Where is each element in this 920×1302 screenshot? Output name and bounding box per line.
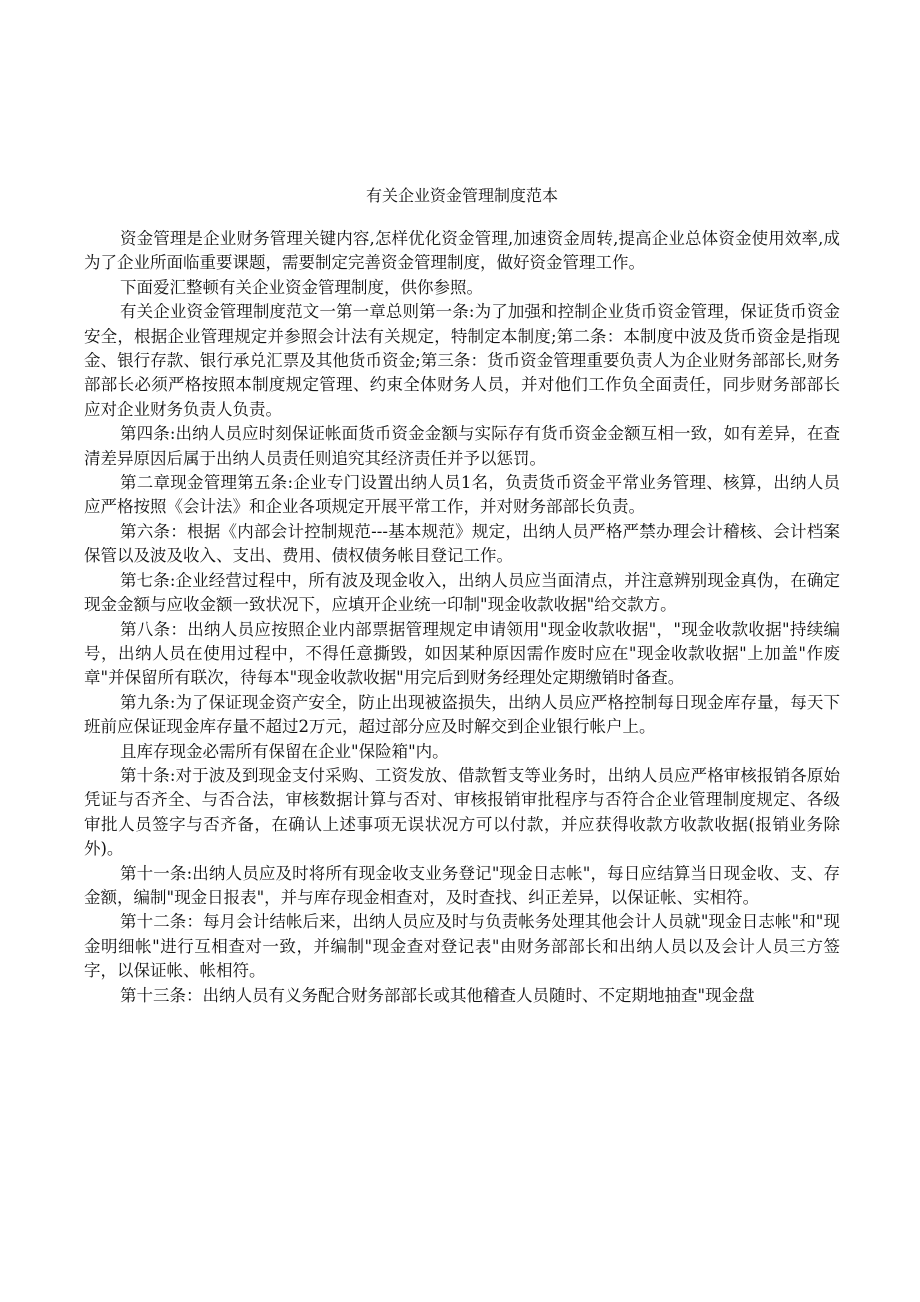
paragraph-article-10: 第十条:对于波及到现金支付采购、工资发放、借款暂支等业务时，出纳人员应严格审核报销各原始凭证与否齐全、与否合法，审核数据计算与否对、审核报销审批程序与否符合企业管理制度规定、各级审批人员签字与否齐备，在确认上述事项无误状况方可以付款，并应获得收款方收款收据(报销业务除外)。 [84, 765, 840, 859]
paragraph-article-9: 第九条:为了保证现金资产安全，防止出现被盗损失，出纳人员应严格控制每日现金库存量，每天下班前应保证现金库存量不超过2万元，超过部分应及时解交到企业银行帐户上。 [84, 692, 840, 737]
paragraph-cash-storage: 且库存现金必需所有保留在企业"保险箱"内。 [120, 741, 449, 761]
paragraph-article-13: 第十三条：出纳人员有义务配合财务部部长或其他稽查人员随时、不定期地抽查"现金盘 [120, 985, 755, 1005]
paragraph-article-7: 第七条:企业经营过程中，所有波及现金收入，出纳人员应当面清点，并注意辨别现金真伪，在确定现金金额与应收金额一致状况下，应填开企业统一印制"现金收款收据"给交款方。 [84, 570, 840, 615]
document-title: 有关企业资金管理制度范本 [365, 186, 558, 205]
paragraph-chapter-2: 第二章现金管理第五条:企业专门设置出纳人员1名，负责货币资金平常业务管理、核算，出纳人员应严格按照《会计法》和企业各项规定开展平常工作，并对财务部部长负责。 [84, 473, 840, 517]
paragraph-article-12: 第十二条：每月会计结帐后来，出纳人员应及时与负责帐务处理其他会计人员就"现金日志帐"和"现金明细帐"进行互相查对一致，并编制"现金查对登记表"由财务部部长和出纳人员以及会计人员三方签字，以保证帐、帐相符。 [84, 912, 840, 981]
paragraph-article-8: 第八条：出纳人员应按照企业内部票据管理规定申请领用"现金收款收据"，"现金收款收据"持续编号，出纳人员在使用过程中，不得任意撕毁，如因某种原因需作废时应在"现金收款收据"上加盖"作废章"并保留所有联次，待每本"现金收款收据"用完后到财务经理处定期缴销时备查。 [84, 619, 840, 688]
paragraph-article-6: 第六条：根据《内部会计控制规范---基本规范》规定，出纳人员严格严禁办理会计稽核、会计档案保管以及波及收入、支出、费用、债权债务帐目登记工作。 [84, 521, 840, 566]
document-body [84, 227, 840, 1008]
paragraph-article-4: 第四条:出纳人员应时刻保证帐面货币资金金额与实际存有货币资金金额互相一致，如有差异，在查清差异原因后属于出纳人员责任则追究其经济责任并予以惩罚。 [84, 424, 840, 468]
document-page [84, 184, 840, 1008]
paragraph-reference: 下面爱汇整顿有关企业资金管理制度，供你参照。 [120, 277, 483, 297]
paragraph-chapter-1: 有关企业资金管理制度范文一第一章总则第一条:为了加强和控制企业货币资金管理，保证货币资金安全，根据企业管理规定并参照会计法有关规定，特制定本制度;第二条：本制度中波及货币资金是指现金、银行存款、银行承兑汇票及其他货币资金;第三条：货币资金管理重要负责人为企业财务部部长,财务部部长必须严格按照本制度规定管理、约束全体财务人员，并对他们工作负全面责任，同步财务部部长应对企业财务负责人负责。 [84, 302, 840, 419]
paragraph-intro: 资金管理是企业财务管理关键内容,怎样优化资金管理,加速资金周转,提高企业总体资金使用效率,成为了企业所面临重要课题，需要制定完善资金管理制度，做好资金管理工作。 [84, 229, 840, 273]
paragraph-article-11: 第十一条:出纳人员应及时将所有现金收支业务登记"现金日志帐"，每日应结算当日现金收、支、存金额，编制"现金日报表"，并与库存现金相查对，及时查找、纠正差异，以保证帐、实相符。 [84, 863, 840, 907]
